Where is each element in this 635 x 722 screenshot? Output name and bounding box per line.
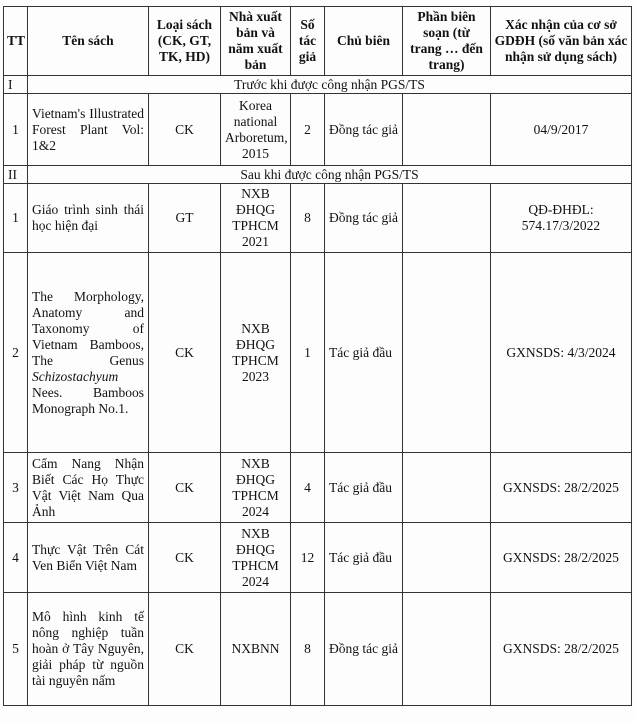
row-publisher: Korea national Arboretum, 2015 xyxy=(221,94,291,166)
row-pages xyxy=(403,453,491,523)
section-number: I xyxy=(4,76,28,94)
row-type: GT xyxy=(149,184,221,253)
row-confirmation: GXNSDS: 28/2/2025 xyxy=(491,523,632,593)
header-row xyxy=(4,7,632,76)
row-authors: 2 xyxy=(291,94,325,166)
table-row xyxy=(4,523,632,593)
row-type: CK xyxy=(149,523,221,593)
section-number: II xyxy=(4,166,28,184)
row-tt: 5 xyxy=(4,593,28,706)
row-publisher: NXB ĐHQG TPHCM 2023 xyxy=(221,253,291,453)
row-editor: Đồng tác giả xyxy=(325,94,403,166)
books-table xyxy=(3,6,632,706)
row-publisher: NXBNN xyxy=(221,593,291,706)
title-text: The Morphology, Anatomy and Taxonomy of Vietnam Bamboos, The Genus xyxy=(32,288,144,368)
section-title: Trước khi được công nhận PGS/TS xyxy=(28,76,632,94)
row-tt: 2 xyxy=(4,253,28,453)
row-authors: 1 xyxy=(291,253,325,453)
title-genus: Schizostachyum xyxy=(32,368,119,384)
row-authors: 8 xyxy=(291,593,325,706)
row-confirmation: 04/9/2017 xyxy=(491,94,632,166)
table-row xyxy=(4,453,632,523)
section-title: Sau khi được công nhận PGS/TS xyxy=(28,166,632,184)
header-authors: Số tác giả xyxy=(291,7,325,76)
row-pages xyxy=(403,593,491,706)
row-publisher: NXB ĐHQG TPHCM 2024 xyxy=(221,523,291,593)
row-confirmation: QĐ-ĐHĐL: 574.17/3/2022 xyxy=(491,184,632,253)
row-authors: 4 xyxy=(291,453,325,523)
row-editor: Tác giả đầu xyxy=(325,253,403,453)
row-pages xyxy=(403,94,491,166)
row-type: CK xyxy=(149,94,221,166)
row-title xyxy=(28,253,149,453)
row-title: Cẩm Nang Nhận Biết Các Họ Thực Vật Việt Nam Qua Ảnh xyxy=(28,453,149,523)
header-confirmation: Xác nhận của cơ sở GDĐH (số văn bản xác nhận sử dụng sách) xyxy=(491,7,632,76)
row-editor: Tác giả đầu xyxy=(325,453,403,523)
row-pages xyxy=(403,523,491,593)
header-type: Loại sách (CK, GT, TK, HD) xyxy=(149,7,221,76)
row-type: CK xyxy=(149,253,221,453)
row-title: Giáo trình sinh thái học hiện đại xyxy=(28,184,149,253)
row-type: CK xyxy=(149,593,221,706)
row-pages xyxy=(403,253,491,453)
table-row xyxy=(4,253,632,453)
row-type: CK xyxy=(149,453,221,523)
header-tt: TT xyxy=(4,7,28,76)
table-row xyxy=(4,94,632,166)
row-editor: Đồng tác giả xyxy=(325,593,403,706)
row-tt: 4 xyxy=(4,523,28,593)
title-text: Nees. Bamboos Monograph No.1. xyxy=(32,384,144,416)
row-authors: 12 xyxy=(291,523,325,593)
row-tt: 1 xyxy=(4,184,28,253)
section-row xyxy=(4,76,632,94)
table-row xyxy=(4,184,632,253)
row-tt: 1 xyxy=(4,94,28,166)
header-title: Tên sách xyxy=(28,7,149,76)
row-editor: Đồng tác giả xyxy=(325,184,403,253)
row-confirmation: GXNSDS: 28/2/2025 xyxy=(491,593,632,706)
row-editor: Tác giả đầu xyxy=(325,523,403,593)
header-pages: Phần biên soạn (từ trang … đến trang) xyxy=(403,7,491,76)
row-pages xyxy=(403,184,491,253)
section-row xyxy=(4,166,632,184)
table-row xyxy=(4,593,632,706)
row-tt: 3 xyxy=(4,453,28,523)
row-title: Vietnam's Illustrated Forest Plant Vol: 1&2 xyxy=(28,94,149,166)
header-publisher: Nhà xuất bản và năm xuất bản xyxy=(221,7,291,76)
row-confirmation: GXNSDS: 4/3/2024 xyxy=(491,253,632,453)
row-publisher: NXB ĐHQG TPHCM 2021 xyxy=(221,184,291,253)
row-title: Thực Vật Trên Cát Ven Biển Việt Nam xyxy=(28,523,149,593)
row-publisher: NXB ĐHQG TPHCM 2024 xyxy=(221,453,291,523)
row-authors: 8 xyxy=(291,184,325,253)
row-confirmation: GXNSDS: 28/2/2025 xyxy=(491,453,632,523)
header-editor: Chủ biên xyxy=(325,7,403,76)
row-title: Mô hình kinh tế nông nghiệp tuần hoàn ở Tây Nguyên, giải pháp từ nguồn tài nguyên nấm xyxy=(28,593,149,706)
